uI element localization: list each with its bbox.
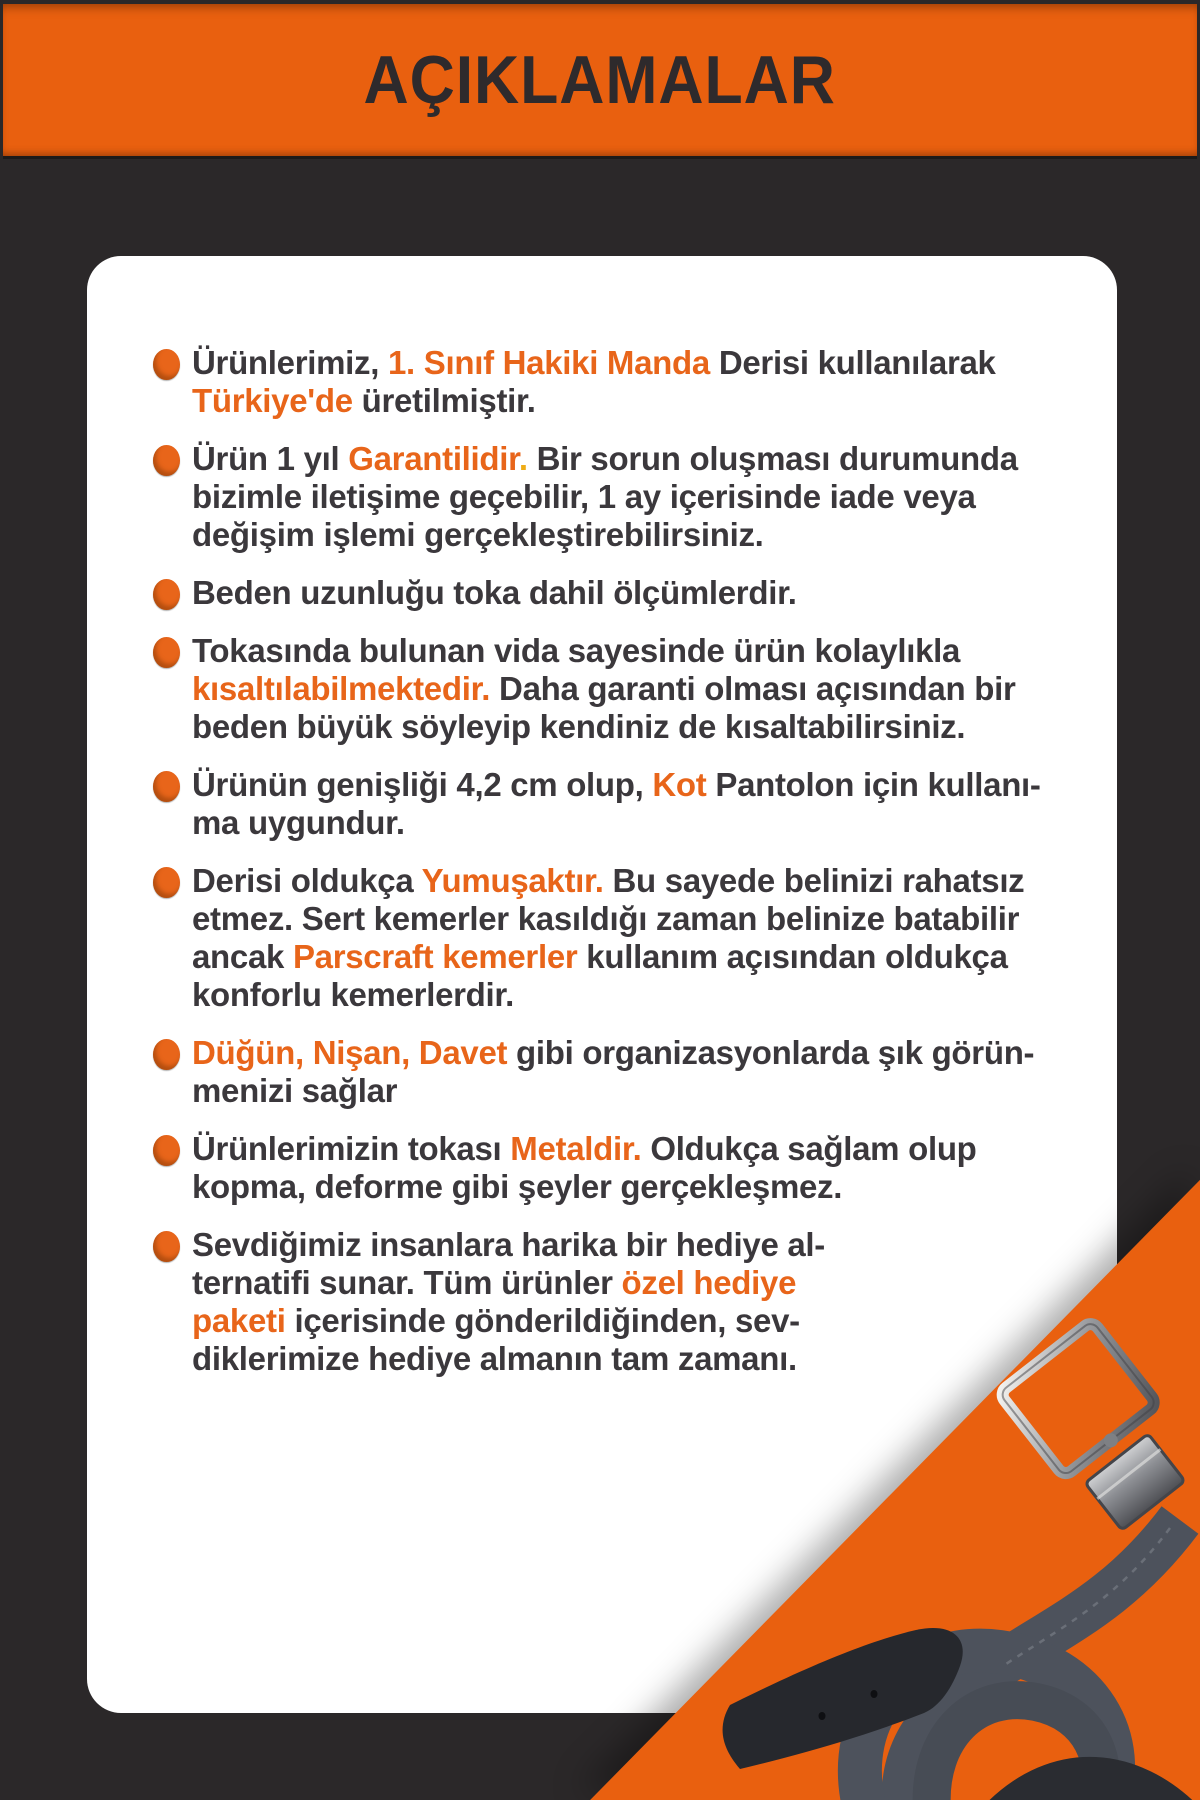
text-segment: içerisinde gönderildiğinden, sev- — [285, 1302, 800, 1339]
bullet-item — [153, 574, 1087, 612]
page-title: AÇIKLAMALAR — [363, 42, 837, 118]
bullet-text — [192, 766, 1041, 842]
text-line — [192, 976, 1024, 1014]
text-segment: Tokasında bulunan vida sayesinde ürün kolaylıkla — [192, 632, 961, 669]
text-segment: konforlu kemerlerdir. — [192, 976, 514, 1013]
text-line — [192, 766, 1041, 804]
text-segment: diklerimize hediye almanın tam zamanı. — [192, 1340, 797, 1377]
text-line — [192, 574, 797, 612]
bullet-dot-icon — [153, 867, 180, 898]
text-segment: etmez. Sert kemerler kasıldığı zaman belinize batabilir — [192, 900, 1020, 937]
bullet-dot-icon — [153, 1135, 180, 1166]
text-segment: beden büyük söyleyip kendiniz de kısaltabilirsiniz. — [192, 708, 966, 745]
text-line — [192, 516, 1018, 554]
bullet-dot-icon — [153, 771, 180, 802]
text-segment: menizi sağlar — [192, 1072, 398, 1109]
text-segment: Ürün 1 yıl — [192, 440, 349, 477]
text-segment: Bir sorun oluşması durumunda — [527, 440, 1018, 477]
text-line — [192, 440, 1018, 478]
text-segment: Ürünün genişliği 4,2 cm olup, — [192, 766, 653, 803]
text-segment: Türkiye'de — [192, 382, 353, 419]
bullet-dot-icon — [153, 445, 180, 476]
text-segment: 1. Sınıf Hakiki Manda — [387, 344, 710, 381]
text-segment: Ürünlerimiz, — [192, 344, 388, 381]
corner-triangle-wrap — [480, 1120, 1200, 1800]
bullet-item — [153, 440, 1087, 554]
bullet-text — [192, 862, 1024, 1014]
text-line — [192, 632, 1015, 670]
text-segment: Daha garanti olması açısından bir — [490, 670, 1016, 707]
bullet-dot-icon — [153, 1039, 180, 1070]
text-line — [192, 862, 1024, 900]
bullet-item — [153, 862, 1087, 1014]
text-segment: özel hediye — [621, 1264, 797, 1301]
bullet-item — [153, 766, 1087, 842]
text-segment: Beden uzunluğu toka dahil ölçümlerdir. — [192, 574, 797, 611]
text-line — [192, 938, 1024, 976]
text-line — [192, 708, 1015, 746]
text-line — [192, 670, 1015, 708]
bullet-text — [192, 344, 996, 420]
text-line — [192, 900, 1024, 938]
text-segment: gibi organizasyonlarda şık görün- — [507, 1034, 1035, 1071]
bullet-text — [192, 1034, 1034, 1110]
bullet-item — [153, 1034, 1087, 1110]
bullet-dot-icon — [153, 579, 180, 610]
text-segment: Derisi oldukça — [192, 862, 422, 899]
bullet-item — [153, 632, 1087, 746]
belt-product-image — [700, 1160, 1200, 1800]
text-segment: Pantolon için kullanı- — [706, 766, 1041, 803]
text-line — [192, 478, 1018, 516]
bullet-dot-icon — [153, 637, 180, 668]
text-segment: Derisi kullanılarak — [709, 344, 996, 381]
text-segment: Kot — [652, 766, 707, 803]
text-segment: değişim işlemi gerçekleştirebilirsiniz. — [192, 516, 764, 553]
text-segment: Düğün, Nişan, Davet — [192, 1034, 508, 1071]
text-line — [192, 344, 996, 382]
text-line — [192, 804, 1041, 842]
text-line — [192, 1034, 1034, 1072]
text-segment: ancak — [192, 938, 293, 975]
corner-triangle — [480, 1120, 1200, 1800]
text-segment: kullanım açısından oldukça — [577, 938, 1008, 975]
text-segment: Metaldir. — [510, 1130, 642, 1167]
text-segment: Garantilidir — [348, 440, 519, 477]
text-segment: Bu sayede belinizi rahatsız — [603, 862, 1025, 899]
text-segment: üretilmiştir. — [352, 382, 536, 419]
text-segment: Ürünlerimizin tokası — [192, 1130, 511, 1167]
bullet-dot-icon — [153, 1231, 180, 1262]
text-segment: bizimle iletişime geçebilir, 1 ay içerisinde iade veya — [192, 478, 976, 515]
text-segment: ma uygundur. — [192, 804, 405, 841]
text-segment: . — [518, 440, 528, 477]
text-line — [192, 382, 996, 420]
text-segment: Yumuşaktır. — [421, 862, 604, 899]
bullet-text — [192, 632, 1015, 746]
bullet-text — [192, 574, 797, 612]
bullet-text — [192, 440, 1018, 554]
text-line — [192, 1072, 1034, 1110]
text-segment: Oldukça sağlam olup — [641, 1130, 977, 1167]
text-segment: paketi — [192, 1302, 286, 1339]
bullet-dot-icon — [153, 349, 180, 380]
text-segment: kısaltılabilmektedir. — [192, 670, 491, 707]
text-segment: Parscraft kemerler — [292, 938, 578, 975]
bullet-item — [153, 344, 1087, 420]
text-segment: kopma, deforme gibi şeyler gerçekleşmez. — [192, 1168, 843, 1205]
text-segment: ternatifi sunar. Tüm ürünler — [192, 1264, 622, 1301]
header-banner — [3, 4, 1197, 156]
text-segment: Sevdiğimiz insanlara harika bir hediye al- — [192, 1226, 825, 1263]
